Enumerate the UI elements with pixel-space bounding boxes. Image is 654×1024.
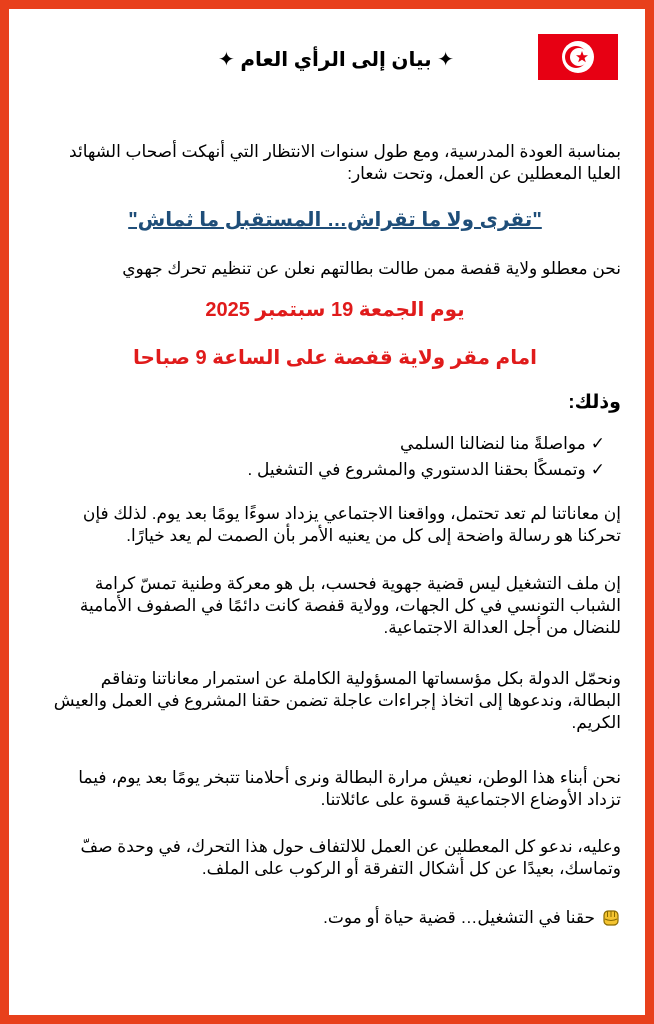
event-date: يوم الجمعة 19 سبتمبر 2025 bbox=[205, 299, 465, 321]
intro-paragraph: بمناسبة العودة المدرسية، ومع طول سنوات الانتظار التي أنهكت أصحاب الشهائد العليا المعطلين عن العمل، وتحت شعار: bbox=[69, 142, 621, 183]
raised-fist-icon bbox=[601, 907, 621, 927]
page-title: ✦ بيان إلى الرأي العام ✦ bbox=[218, 49, 454, 71]
closing-text: حقنا في التشغيل… قضية حياة أو موت. bbox=[323, 908, 595, 927]
and-label: وذلك: bbox=[568, 392, 621, 413]
event-place: امام مقر ولاية قفصة على الساعة 9 صباحا bbox=[133, 347, 537, 369]
paragraph: إن معاناتنا لم تعد تحتمل، وواقعنا الاجتماعي يزداد سوءًا يومًا بعد يوم. لذلك فإن تحركنا هو رسالة واضحة إلى كل من يعنيه الأمر بأن الصمت لم يعد خيارًا. bbox=[82, 504, 621, 545]
paragraph: نحن أبناء هذا الوطن، نعيش مرارة البطالة ونرى أحلامنا تتبخر يومًا بعد يوم، فيما تزداد الأوضاع الاجتماعية قسوة على عائلاتنا. bbox=[78, 768, 621, 809]
announcement: نحن معطلو ولاية قفصة ممن طالت بطالتهم نعلن عن تنظيم تحرك جهوي bbox=[122, 259, 621, 278]
check-icon: ✓ bbox=[590, 434, 605, 453]
list-item bbox=[248, 433, 605, 455]
paragraph: وعليه، ندعو كل المعطلين عن العمل للالتفاف حول هذا التحرك، في وحدة صفّ وتماسك، بعيدًا عن كل أشكال التفرقة أو الركوب على الملف. bbox=[80, 837, 621, 878]
list-item-text: مواصلةً منا لنضالنا السلمي bbox=[399, 434, 586, 453]
list-item-text: وتمسكًا بحقنا الدستوري والمشروع في التشغيل . bbox=[247, 460, 586, 479]
paragraph: إن ملف التشغيل ليس قضية جهوية فحسب، بل هو معركة وطنية تمسّ كرامة الشباب التونسي في كل الجهات، وولاية قفصة كانت دائمًا في الصفوف الأمامية للنضال من أجل العدالة الاجتماعية. bbox=[79, 574, 621, 637]
paragraph: ونحمّل الدولة بكل مؤسساتها المسؤولية الكاملة عن استمرار معاناتنا وتفاقم البطالة، وندعوها إلى اتخاذ إجراءات عاجلة تضمن حقنا المشروع في العمل والعيش الكريم. bbox=[53, 669, 621, 732]
statement-content bbox=[49, 9, 621, 1019]
reasons-list bbox=[248, 433, 605, 485]
slogan: "تقرى ولا ما تقراش… المستقبل ما ثماش" bbox=[128, 209, 542, 231]
list-item bbox=[248, 459, 605, 481]
check-icon: ✓ bbox=[590, 460, 605, 479]
closing-line bbox=[49, 907, 621, 929]
